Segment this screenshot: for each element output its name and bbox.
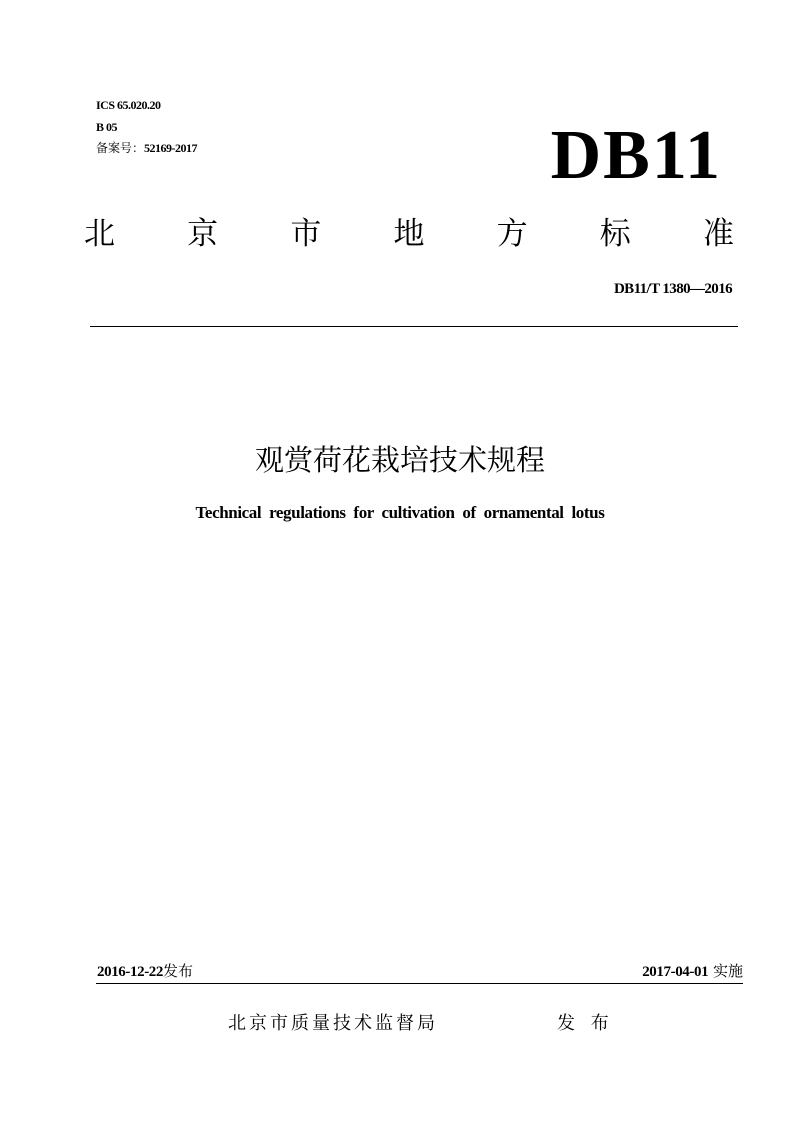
standard-type-heading	[84, 214, 734, 254]
title-chinese: 观赏荷花栽培技术规程	[254, 443, 545, 477]
db-code-logo: DB11	[550, 117, 722, 194]
record-number-value: 52169-2017	[144, 141, 198, 155]
standard-type-char: 准	[702, 216, 734, 252]
standard-type-char: 北	[84, 216, 115, 252]
record-number-line	[96, 141, 197, 155]
standard-number: DB11/T 1380—2016	[613, 281, 732, 297]
record-number-label: 备案号：	[96, 141, 145, 155]
implementation-label: 实施	[712, 962, 743, 980]
standard-type-char: 标	[599, 216, 631, 252]
issue-date: 2016-12-22	[97, 964, 163, 980]
issue-label: 发布	[163, 962, 194, 980]
standard-type-char: 方	[496, 216, 528, 252]
standard-type-char: 市	[290, 216, 322, 252]
issue-action: 发 布	[557, 1013, 609, 1034]
standard-type-char: 地	[393, 216, 425, 252]
header-divider	[90, 326, 738, 327]
footer-divider	[96, 983, 743, 984]
issuing-authority: 北京市质量技术监督局	[228, 1013, 438, 1034]
implementation-date: 2017-04-01	[642, 964, 709, 980]
classification-code: B 05	[96, 120, 118, 134]
title-english: Technical regulations for cultivation of ornamental lotus	[195, 503, 605, 522]
issue-date-line	[97, 961, 193, 982]
implementation-date-line	[642, 961, 743, 982]
ics-code: ICS 65.020.20	[96, 98, 161, 112]
standard-type-char: 京	[187, 216, 219, 252]
